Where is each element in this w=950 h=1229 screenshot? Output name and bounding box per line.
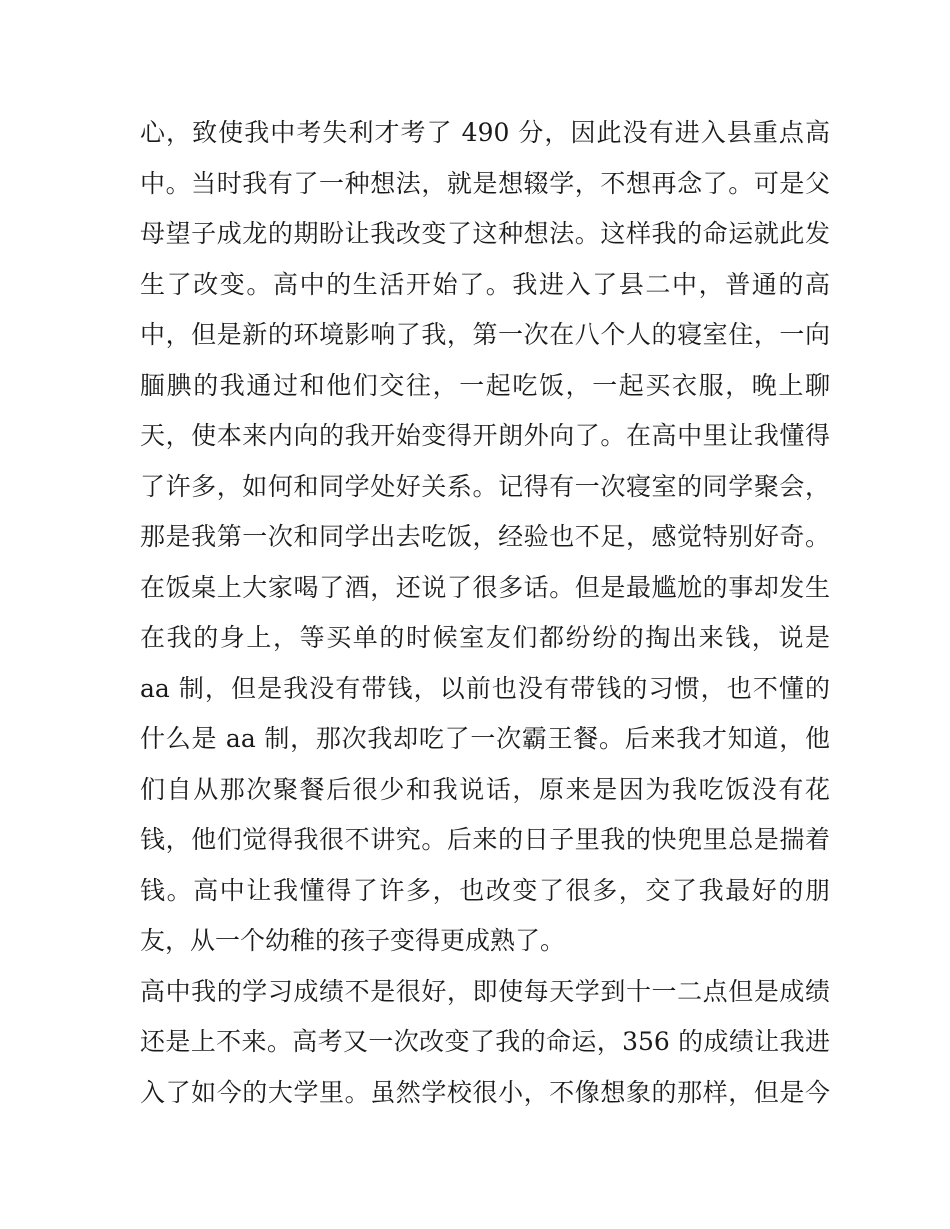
text-line: 生了改变。高中的生活开始了。我进入了县二中，普通的高 bbox=[140, 269, 830, 299]
text-line: 中。当时我有了一种想法，就是想辍学，不想再念了。可是父 bbox=[140, 168, 830, 198]
text-line: 还是上不来。高考又一次改变了我的命运，356 的成绩让我进 bbox=[140, 1027, 830, 1056]
text-line: 在我的身上，等买单的时候室友们都纷纷的掏出来钱，说是 bbox=[140, 623, 830, 652]
text-line: 天，使本来内向的我开始变得开朗外向了。在高中里让我懂得 bbox=[140, 421, 830, 450]
text-line: 心，致使我中考失利才考了 490 分，因此没有进入县重点高 bbox=[140, 118, 830, 147]
text-line: 那是我第一次和同学出去吃饭，经验也不足，感觉特别好奇。 bbox=[140, 522, 830, 551]
text-line: 母望子成龙的期盼让我改变了这种想法。这样我的命运就此发 bbox=[140, 219, 830, 248]
text-line: aa 制，但是我没有带钱，以前也没有带钱的习惯，也不懂的 bbox=[140, 673, 830, 703]
text-line: 什么是 aa 制，那次我却吃了一次霸王餐。后来我才知道，他 bbox=[140, 724, 830, 753]
text-line: 们自从那次聚餐后很少和我说话，原来是因为我吃饭没有花 bbox=[140, 774, 830, 804]
text-line: 了许多，如何和同学处好关系。记得有一次寝室的同学聚会， bbox=[140, 471, 830, 501]
text-line: 钱，他们觉得我很不讲究。后来的日子里我的快兜里总是揣着 bbox=[140, 825, 830, 854]
text-line: 友，从一个幼稚的孩子变得更成熟了。 bbox=[140, 926, 566, 955]
text-line: 入了如今的大学里。虽然学校很小，不像想象的那样，但是今 bbox=[140, 1077, 830, 1107]
text-line: 钱。高中让我懂得了许多，也改变了很多，交了我最好的朋 bbox=[140, 875, 830, 905]
text-line: 腼腆的我通过和他们交往，一起吃饭，一起买衣服，晚上聊 bbox=[140, 370, 830, 400]
body-text bbox=[140, 108, 830, 1118]
text-line: 高中我的学习成绩不是很好，即使每天学到十一二点但是成绩 bbox=[140, 976, 830, 1006]
text-line: 中，但是新的环境影响了我，第一次在八个人的寝室住，一向 bbox=[140, 320, 830, 349]
text-line: 在饭桌上大家喝了酒，还说了很多话。但是最尴尬的事却发生 bbox=[140, 572, 830, 602]
